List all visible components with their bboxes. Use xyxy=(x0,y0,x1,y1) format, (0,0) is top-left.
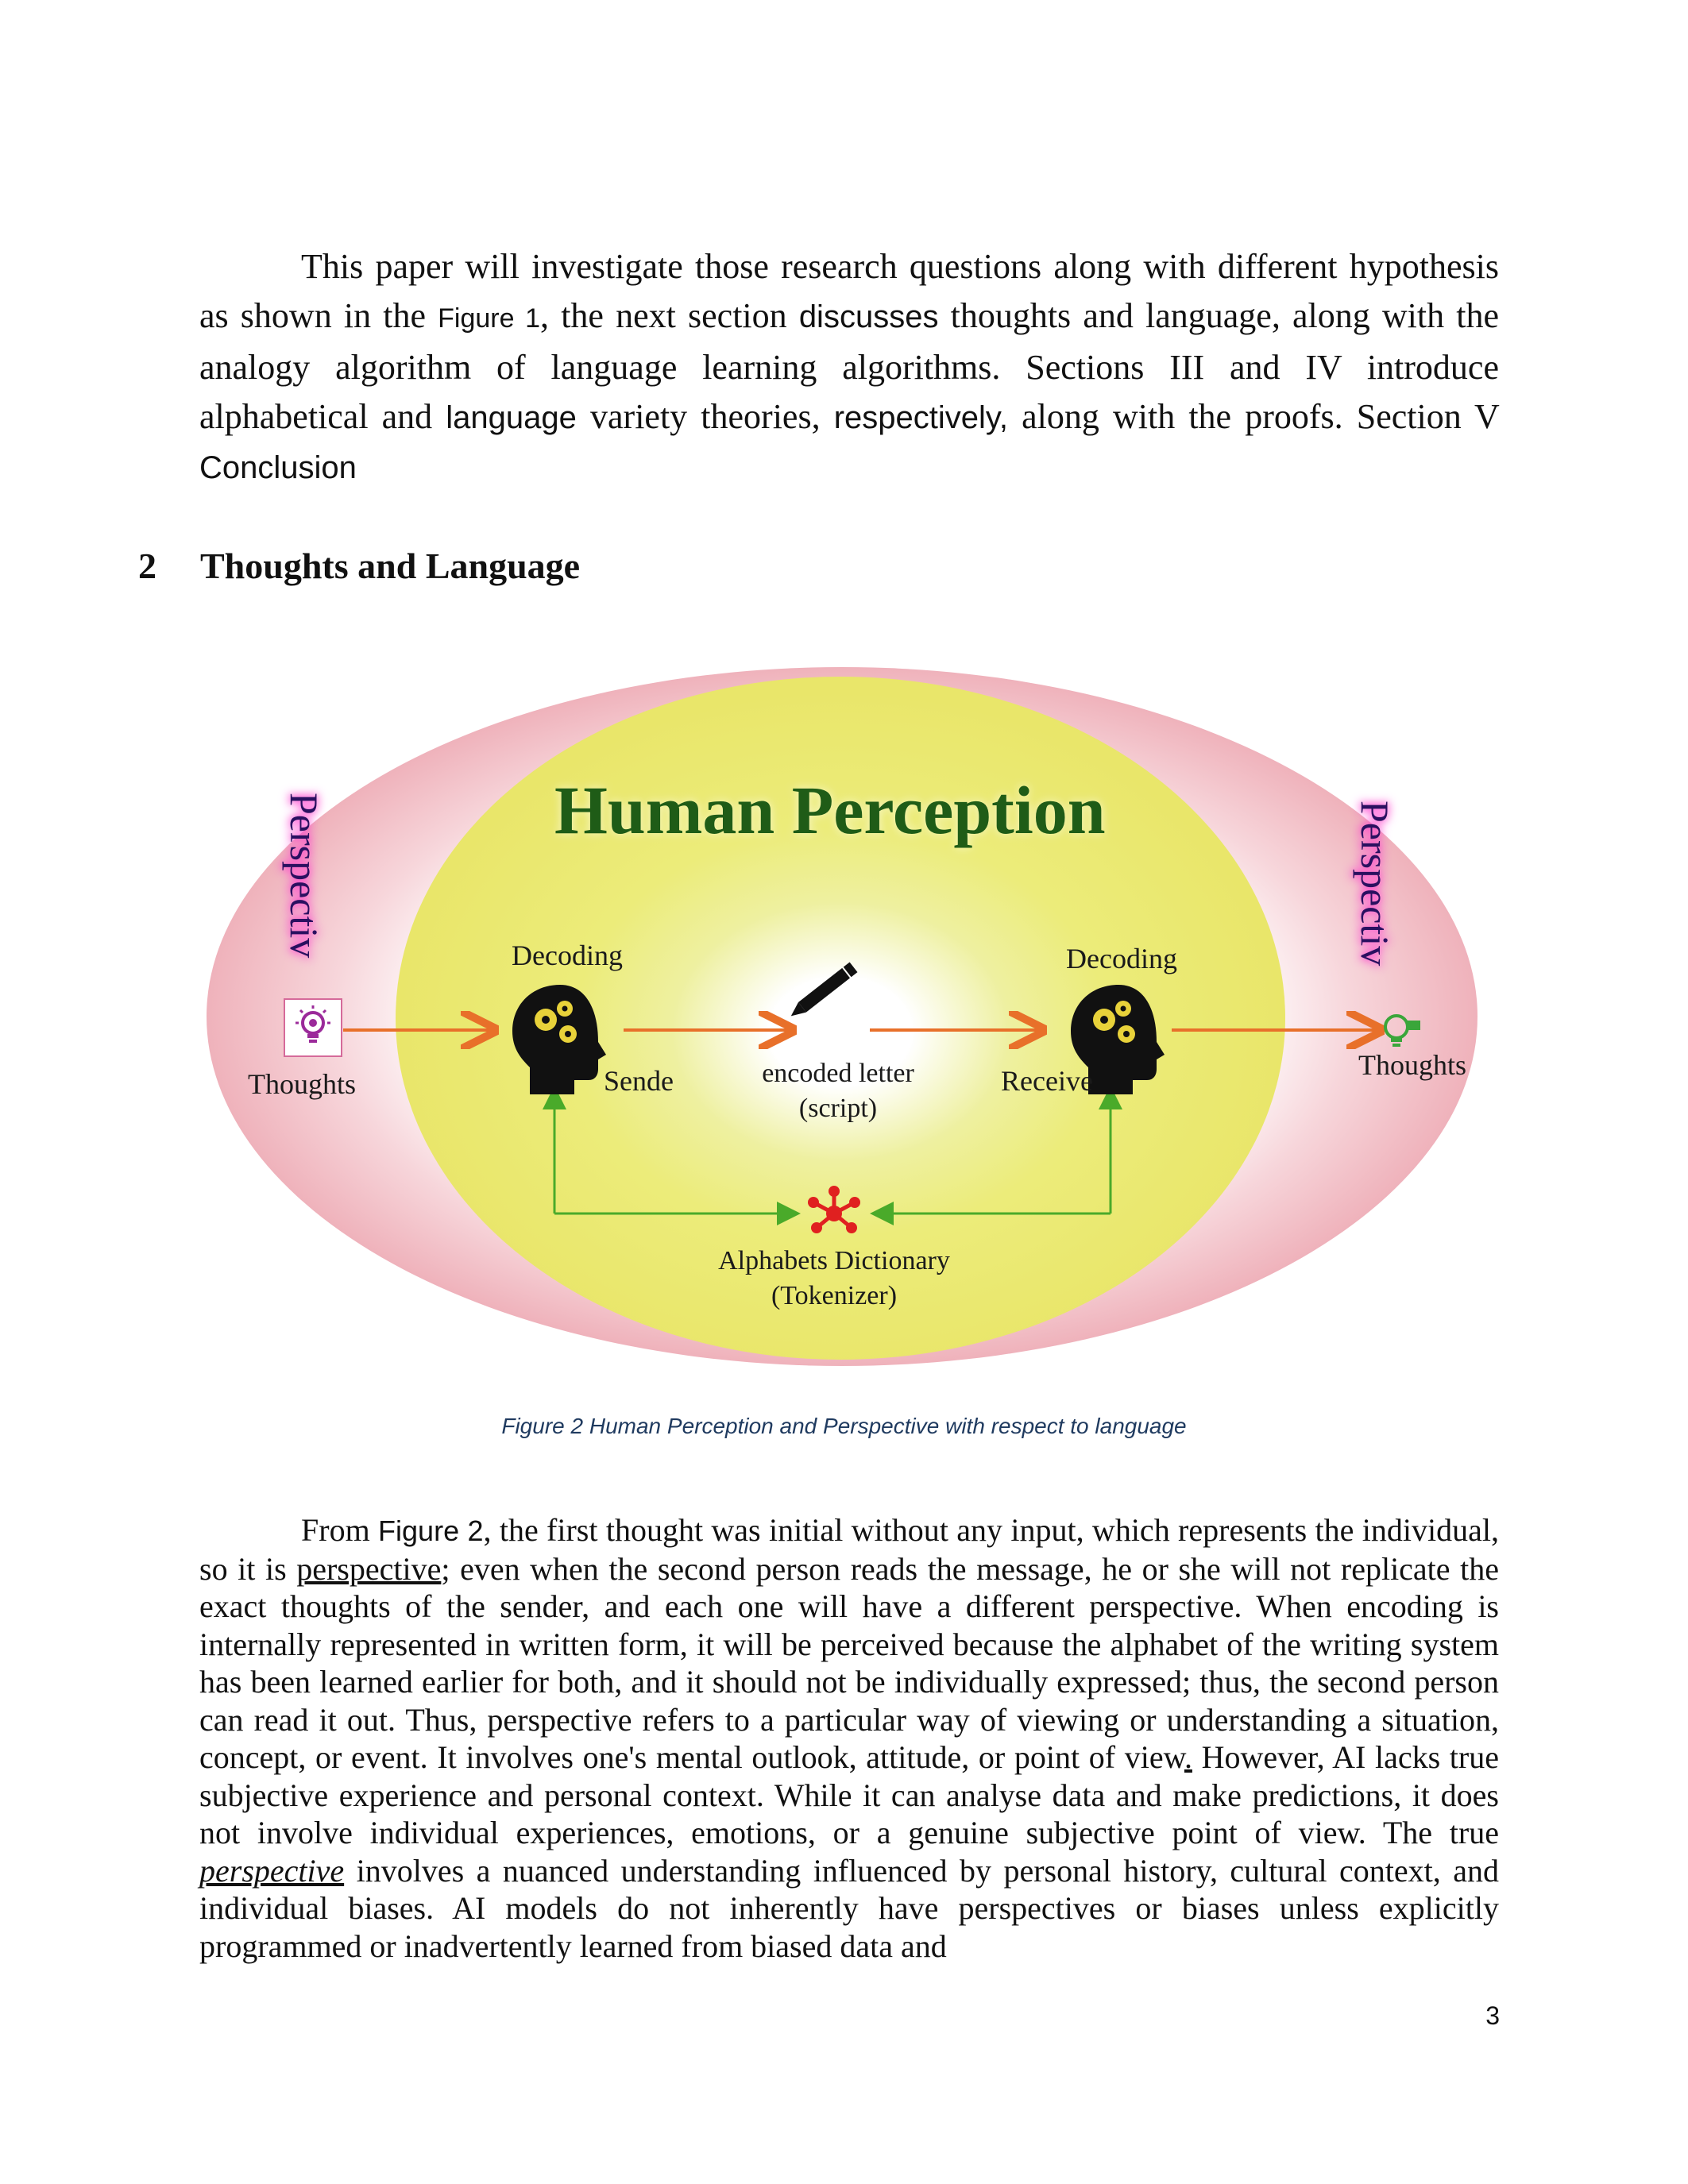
body-text-2: , the first thought was initial without any input, which represents the individual, so it is xyxy=(199,1512,1499,1587)
intro-word-respectively: respectively, xyxy=(833,400,1009,435)
intro-text-4: variety theories, xyxy=(590,397,821,436)
dictionary-label xyxy=(707,1244,961,1314)
body-underlined-period: . xyxy=(1184,1739,1192,1775)
body-italic-perspective: perspective xyxy=(199,1852,345,1889)
intro-paragraph xyxy=(199,242,1499,492)
dictionary-line2: (Tokenizer) xyxy=(771,1281,898,1310)
intro-word-discusses: discusses xyxy=(798,299,939,334)
body-text-1: From xyxy=(301,1512,370,1548)
body-text-5: involves a nuanced understanding influenced by personal history, cultural context, and individual biases. AI models do not inherently have perspectives or biases unless explicitly programmed or inadvertently learned from biased data and xyxy=(199,1852,1500,1964)
figure-caption: Figure 2 Human Perception and Perspective with respect to language xyxy=(501,1414,1187,1438)
intro-text-2: , the next section xyxy=(540,296,787,335)
body-paragraph xyxy=(199,1511,1499,1965)
intro-text-1: This paper will investigate those research questions along with different hypothesis as shown in the xyxy=(199,247,1499,335)
page-number: 3 xyxy=(1485,2001,1500,2030)
dictionary-line1: Alphabets Dictionary xyxy=(718,1246,950,1275)
thoughts-right-label: Thoughts xyxy=(1358,1049,1467,1081)
encoded-letter-line1: encoded letter xyxy=(762,1059,914,1088)
intro-word-language: language xyxy=(446,400,577,435)
lightbulb-gear-icon xyxy=(284,999,342,1056)
intro-text-5: along with the proofs. Section V xyxy=(1022,397,1500,436)
section-heading xyxy=(138,545,580,587)
decoding-left-label: Decoding xyxy=(512,940,623,971)
body-text-3: ; even when the second person reads the message, he or she will not replicate the exact thoughts of the sender, and each one will have a different perspective. When encoding is internally represented in written form, it will be perceived because the alphabet of the writing system has been learned earlier for both, and it should not be individually expressed; thus, the second person can read it out. Thus, perspective refers to a particular way of viewing or understanding a situation, concept, or event. It involves one's mental outlook, attitude, or point of view xyxy=(199,1550,1500,1775)
intro-text-3: thoughts and language, along with the analogy algorithm of language learning algorithms. Sections III and IV introduce alphabetical and xyxy=(199,296,1500,436)
section-title: Thoughts and Language xyxy=(200,546,581,586)
body-text-4: However, AI lacks true subjective experience and personal context. While it can analyse data and make predictions, it does not involve individual experiences, emotions, or a genuine subjective point of view. The true xyxy=(199,1739,1499,1850)
intro-word-conclusion: Conclusion xyxy=(199,450,357,485)
thoughts-left-label: Thoughts xyxy=(248,1068,357,1100)
encoded-letter-label xyxy=(755,1056,921,1126)
figure-2-reference[interactable]: Figure 2 xyxy=(378,1515,484,1547)
section-number: 2 xyxy=(138,546,156,586)
figure-human-perception xyxy=(199,659,1485,1374)
receiver-label: Receive xyxy=(1001,1065,1093,1097)
encoded-letter-line2: (script) xyxy=(798,1094,878,1123)
body-underlined-perspective: perspective xyxy=(296,1550,442,1587)
figure-title: Human Perception xyxy=(554,772,1106,848)
sender-label: Sende xyxy=(604,1065,674,1097)
decoding-right-label: Decoding xyxy=(1066,943,1177,974)
figure-1-reference[interactable]: Figure 1 xyxy=(438,303,541,334)
perspective-left-label: Perspectiv xyxy=(282,793,326,959)
perspective-right-label: Perspectiv xyxy=(1353,801,1397,967)
